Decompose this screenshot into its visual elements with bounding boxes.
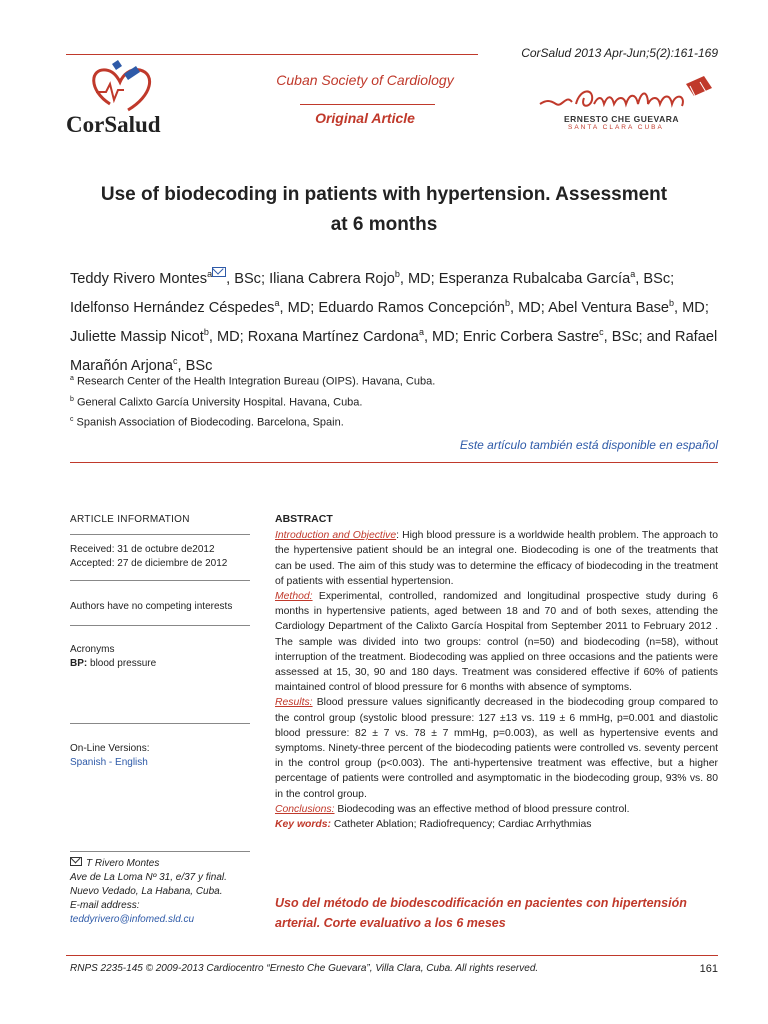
author-name: Eduardo Ramos Concepción	[318, 299, 505, 316]
acronyms-heading: Acronyms	[70, 644, 115, 655]
info-divider	[70, 580, 250, 581]
correspondence	[70, 857, 260, 927]
article-title: Use of biodecoding in patients with hypertension. Assessment at 6 months	[100, 184, 668, 235]
author-name: Esperanza Rubalcaba García	[438, 270, 631, 287]
abstract-results: Results: Blood pressure values significantly decreased in the biodecoding group compared to the control group (systolic blood pressure: 127 ±13 vs. 119 ± 6 mmHg, p=0.001 and diastolic blood pressure: 82 ± 7 vs. 78 ± 7 mmHg, p=0.003), as well as hypertensive events and symptoms. Ninety-three percent of the biodecoding patients were controlled vs. seventy percent in the control group (p<0.003). The anti-hypertensive treatment was effective, but a higher percentage of patients were controlled and asymptomatic in the biodecoding group, 93% vs. 80 in the control group.	[275, 697, 718, 800]
affiliation-a: $^a$ Research Center of the Health Integration Bureau (OIPS). Havana, Cuba.	[70, 375, 436, 388]
author-list	[70, 262, 720, 377]
corresponding-author: T Rivero Montes	[86, 858, 160, 869]
online-versions-link[interactable]: Spanish - English	[70, 757, 148, 768]
correspondence-divider	[70, 851, 250, 852]
abstract-keywords: Key words: Catheter Ablation; Radiofrequency; Cardiac Arrhythmias	[275, 819, 592, 831]
society-name: Cuban Society of Cardiology	[276, 72, 454, 88]
received-date: Received: 31 de octubre de2012	[70, 544, 215, 555]
competing-interests: Authors have no competing interests	[70, 601, 233, 612]
cardiocentro-location: SANTA CLARA CUBA	[568, 124, 664, 131]
affiliation-c: $^c$ Spanish Association of Biodecoding. Barcelona, Spain.	[70, 416, 344, 429]
author-name: Enric Corbera Sastre	[462, 328, 600, 345]
author-name: Rafael Marañón Arjona	[70, 328, 718, 374]
spanish-title: Uso del método de biodescodificación en pacientes con hipertensión arterial. Corte evaluativo a los 6 meses	[275, 896, 687, 930]
page-number: 161	[699, 963, 718, 975]
footer-copyright: RNPS 2235-145 © 2009-2013 Cardiocentro “Ernesto Che Guevara”, Villa Clara, Cuba. All rights reserved.	[70, 963, 539, 974]
mail-icon[interactable]	[212, 267, 226, 277]
affiliation-b: $^b$ General Calixto García University Hospital. Havana, Cuba.	[70, 395, 363, 409]
journal-reference: CorSalud 2013 Apr-Jun;5(2):161-169	[521, 46, 718, 60]
abstract-heading: ABSTRACT	[275, 513, 333, 525]
author-name: Juliette Massip Nicot	[70, 328, 204, 345]
authors-line-1: Teddy Rivero Montes$^a$ , BSc; Iliana Cabrera Rojo$^b$, MD; Esperanza Rubalcaba García$^a$, BSc;	[70, 262, 720, 291]
email-link[interactable]: teddyrivero@infomed.sld.cu	[70, 914, 195, 925]
author-name: Teddy Rivero Montes	[70, 270, 208, 287]
abstract	[275, 512, 718, 832]
author-name: Roxana Martínez Cardona	[247, 328, 419, 345]
online-versions-heading: On-Line Versions:	[70, 743, 150, 754]
info-divider	[70, 723, 250, 724]
header-rule	[66, 54, 478, 55]
accepted-date: Accepted: 27 de diciembre de 2012	[70, 558, 228, 569]
acronym-entry: BP: blood pressure	[70, 658, 157, 669]
society-divider	[300, 104, 435, 105]
address-line: Nuevo Vedado, La Habana, Cuba.	[70, 886, 223, 897]
abstract-conclusions: Conclusions: Biodecoding was an effective method of blood pressure control.	[275, 803, 630, 815]
info-divider	[70, 534, 250, 535]
envelope-icon	[70, 857, 82, 866]
author-name: Iliana Cabrera Rojo	[269, 270, 395, 287]
article-type: Original Article	[315, 110, 415, 126]
article-info-heading: ARTICLE INFORMATION	[70, 514, 190, 525]
address-line: Ave de La Loma Nº 31, e/37 y final.	[70, 872, 227, 883]
section-divider	[70, 462, 718, 463]
affiliations	[70, 370, 710, 432]
spanish-version-link[interactable]: Este artículo también está disponible en español	[459, 438, 718, 452]
authors-line-2: Idelfonso Hernández Céspedes$^a$, MD; Eduardo Ramos Concepción$^b$, MD; Abel Ventura Base$^b$, MD; Juliette Massip Nicot$^b$, MD; Roxana Martínez Cardona$^a$, MD; Enric Corbera Sastre$^c$, BSc; and Rafael Marañón Arjona$^c$, BSc	[70, 297, 718, 374]
author-name: Abel Ventura Base	[548, 299, 669, 316]
footer-divider	[66, 955, 718, 956]
author-name: Idelfonso Hernández Céspedes	[70, 299, 275, 316]
abstract-method: Method: Experimental, controlled, randomized and longitudinal prospective study during 6 months in hypertensive patients, aged between 18 and 70 and of both sexes, attending the Cardiology Department of the Calixto García Hospital from September 2011 to February 2012 . The sample was divided into two groups: control (n=50) and biodecoding (n=58), without interruption of the treatment. Biodecoding was applied on three occasions and the patients were assessed at 15, 30, 90 and 180 days. Treatment was considered effective if 60% of patients maintained control of blood pressure for 6 months with absence of symptoms.	[275, 591, 718, 694]
email-label: E-mail address:	[70, 900, 140, 911]
cardiocentro-subtitle: ERNESTO CHE GUEVARA	[564, 114, 679, 124]
abstract-introduction: Introduction and Objective: High blood pressure is a worldwide health problem. The approach to the hypertensive patient should be an integral one. Biodecoding is one of the treatments that can be used. The aim of this study was to determine the efficacy of biodecoding in the treatment of patients with essential hypertension.	[275, 530, 718, 587]
corsalud-wordmark: CorSalud	[66, 112, 161, 137]
info-divider	[70, 625, 250, 626]
